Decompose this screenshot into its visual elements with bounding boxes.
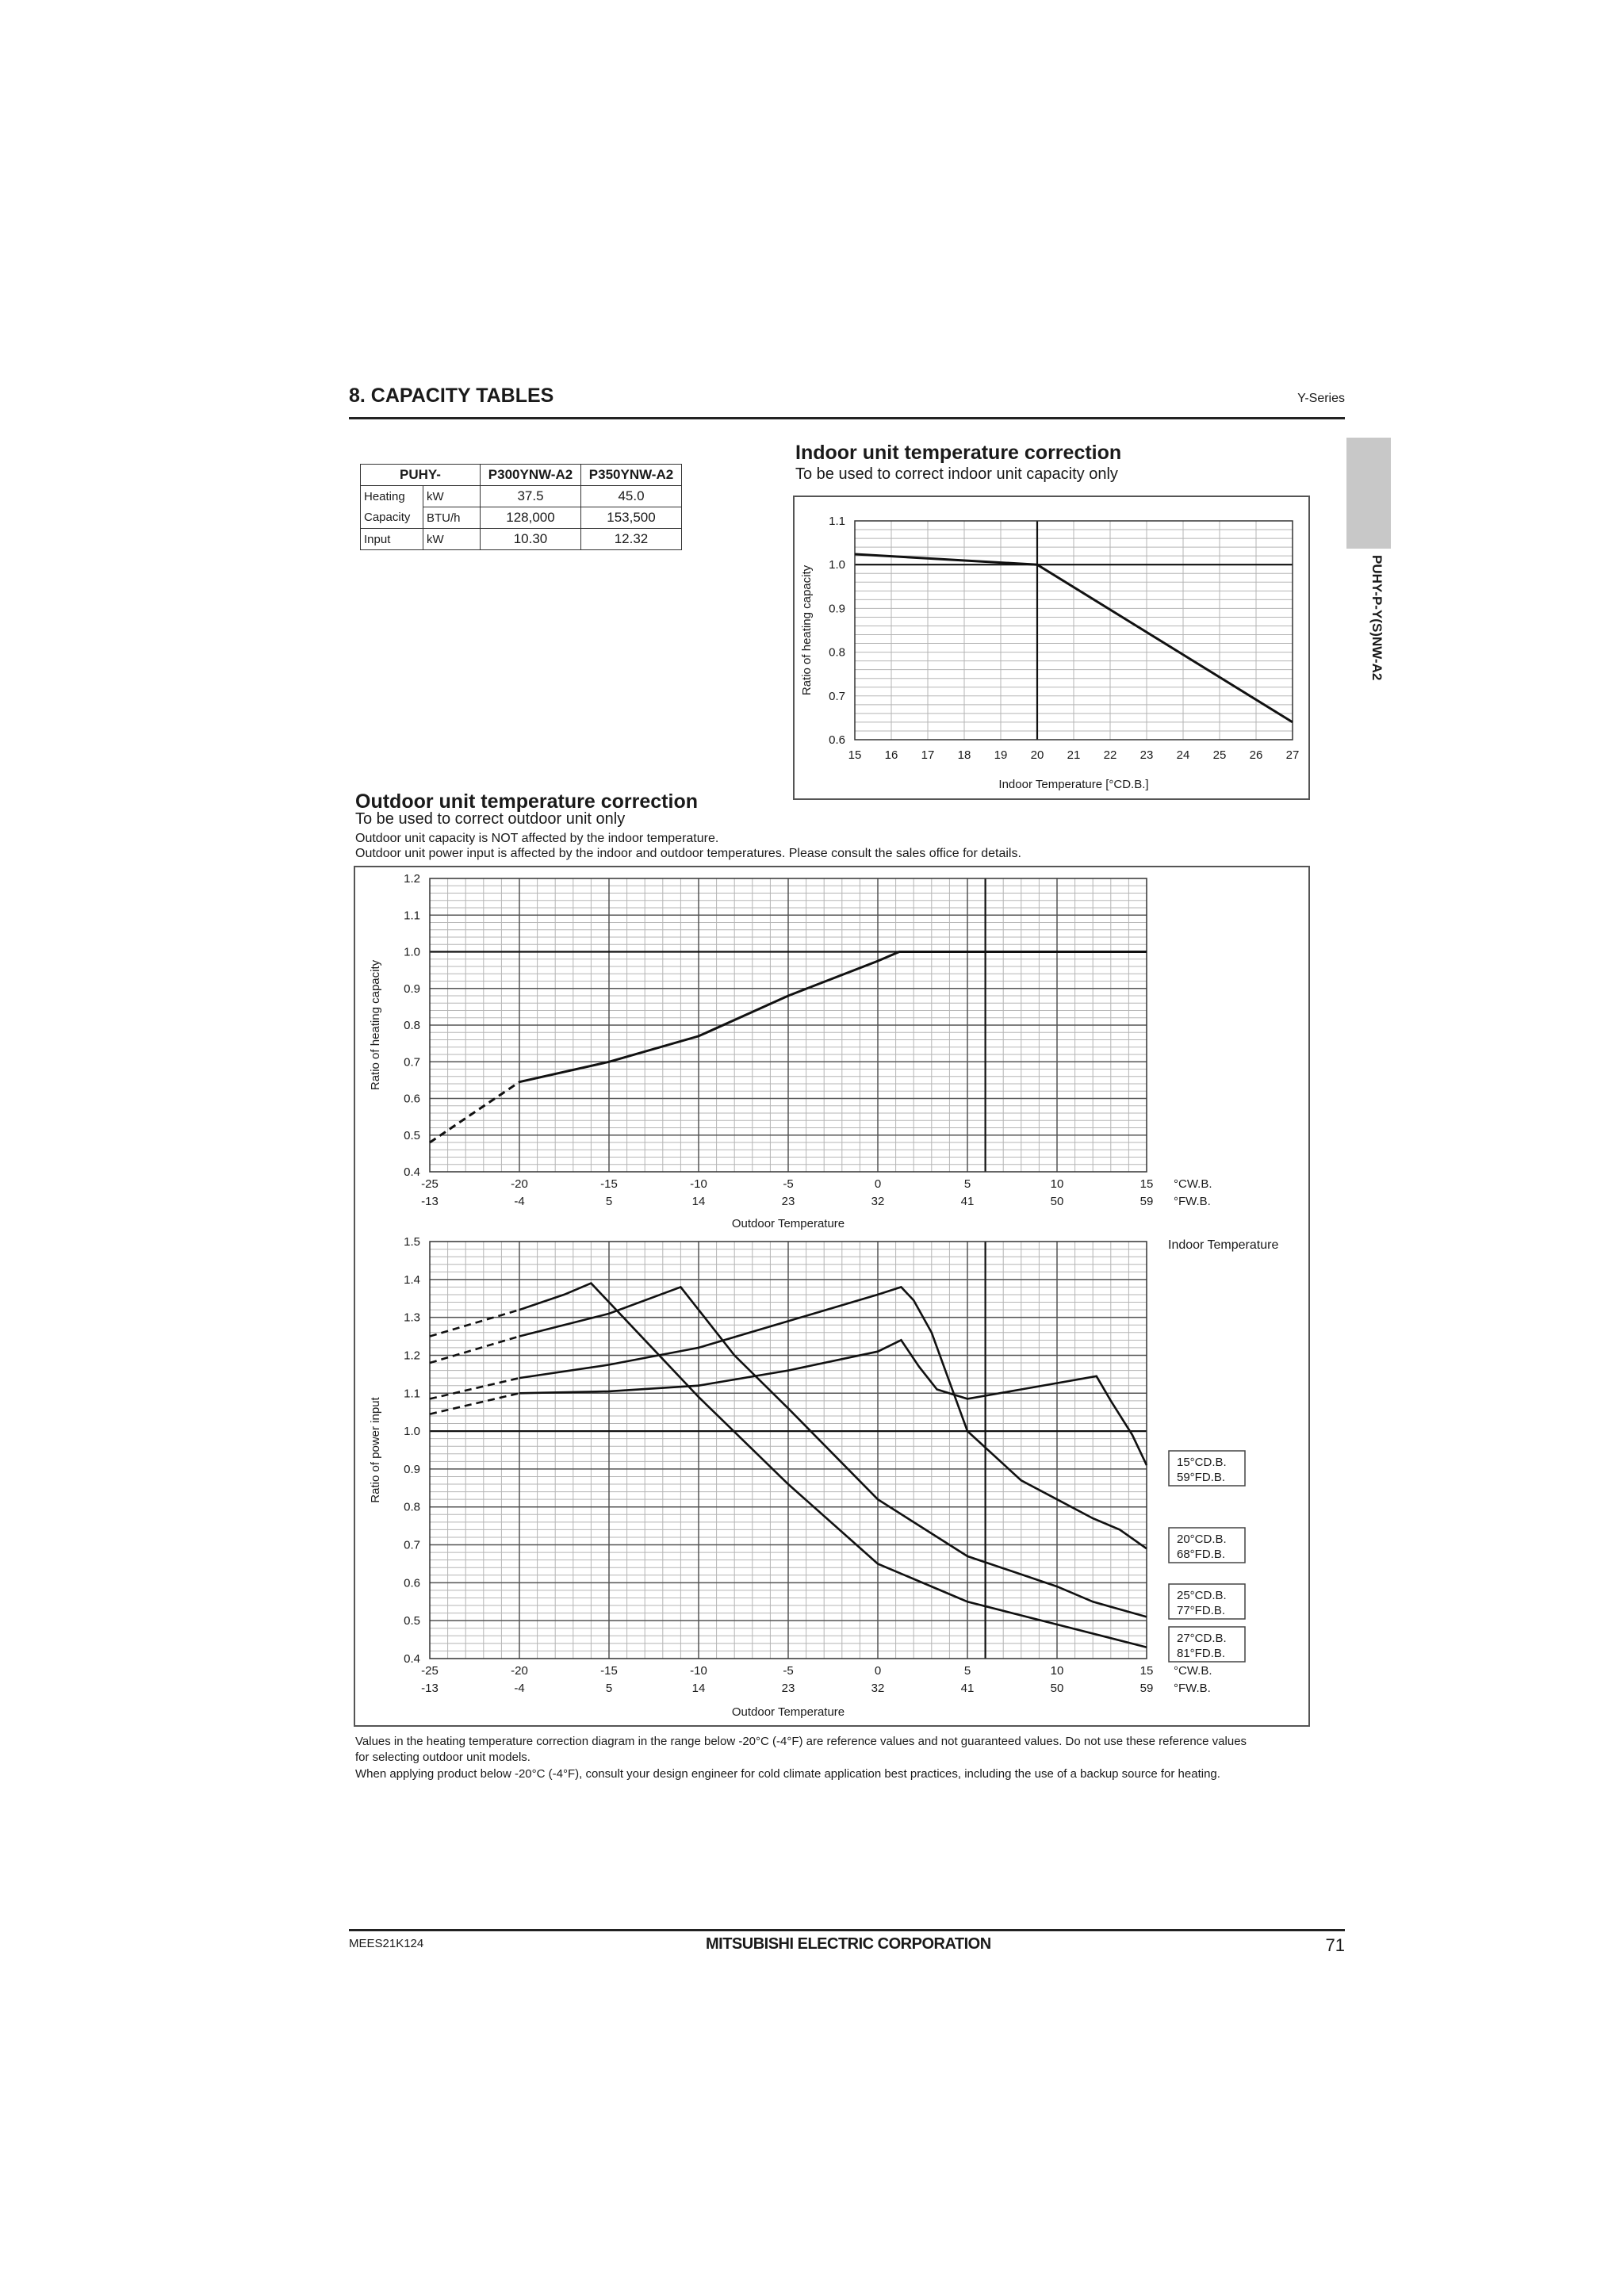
- x-tick-label: 0: [874, 1177, 882, 1191]
- x-tick-label: 26: [1249, 748, 1263, 762]
- x-axis-label: Indoor Temperature [°CD.B.]: [998, 778, 1149, 791]
- x-tick-label: 0: [874, 1664, 882, 1678]
- table-row: [361, 486, 682, 507]
- x-tick-label: 25: [1212, 748, 1227, 762]
- x-tick-label: -25: [421, 1664, 439, 1678]
- outdoor-subtitle: To be used to correct outdoor unit only: [355, 810, 626, 828]
- x-tick-label-f: 14: [691, 1682, 706, 1695]
- x-unit-f: °FW.B.: [1174, 1682, 1211, 1695]
- x-tick-label: 19: [994, 748, 1008, 762]
- footer-rule: [349, 1929, 1345, 1931]
- side-tab: [1346, 438, 1391, 549]
- x-tick-label-f: -4: [514, 1195, 525, 1208]
- cell: 37.5: [481, 486, 581, 507]
- y-tick-label: 0.8: [404, 1019, 420, 1032]
- y-tick-label: 1.0: [404, 945, 420, 959]
- input-line: [519, 1287, 1147, 1548]
- y-tick-label: 1.1: [404, 1387, 420, 1401]
- cell: 10.30: [481, 529, 581, 550]
- y-tick-label: 1.1: [829, 515, 845, 528]
- y-tick-label: 0.5: [404, 1614, 420, 1628]
- y-tick-label: 0.6: [829, 733, 845, 747]
- legend-label-c: 15°CD.B.: [1177, 1456, 1227, 1469]
- x-tick-label-f: 23: [781, 1195, 795, 1208]
- y-tick-label: 1.4: [404, 1272, 420, 1287]
- legend-label-f: 77°FD.B.: [1177, 1604, 1226, 1617]
- x-unit-f: °FW.B.: [1174, 1195, 1211, 1208]
- legend-label-c: 20°CD.B.: [1177, 1533, 1227, 1546]
- x-tick-label: 15: [848, 748, 862, 762]
- cell: 45.0: [581, 486, 682, 507]
- x-tick-label: -5: [783, 1177, 794, 1191]
- outdoor-title: Outdoor unit temperature correction: [355, 790, 698, 813]
- row-unit: BTU/h: [423, 507, 481, 529]
- y-tick-label: 0.4: [404, 1652, 420, 1666]
- x-axis-label: Outdoor Temperature: [731, 1217, 845, 1230]
- section-title: 8. CAPACITY TABLES: [349, 385, 554, 407]
- legend-label-f: 59°FD.B.: [1177, 1471, 1226, 1484]
- outdoor-note-1: Outdoor unit capacity is NOT affected by the indoor temperature.: [355, 832, 719, 845]
- x-tick-label-f: 41: [960, 1195, 975, 1208]
- indoor-subtitle: To be used to correct indoor unit capacity only: [795, 465, 1118, 483]
- y-tick-label: 1.3: [404, 1311, 420, 1325]
- x-tick-label-f: 59: [1139, 1682, 1154, 1695]
- x-tick-label: -25: [421, 1177, 439, 1191]
- x-unit-c: °CW.B.: [1174, 1177, 1212, 1191]
- x-tick-label: 15: [1139, 1664, 1154, 1678]
- column-header: P300YNW-A2: [481, 465, 581, 486]
- x-tick-label: 5: [963, 1177, 971, 1191]
- row-unit: kW: [423, 529, 481, 550]
- y-tick-label: 0.7: [829, 689, 845, 703]
- row-unit: kW: [423, 486, 481, 507]
- x-tick-label-f: 5: [605, 1682, 613, 1695]
- cell: 128,000: [481, 507, 581, 529]
- y-tick-label: 1.5: [404, 1235, 420, 1249]
- x-tick-label: 21: [1067, 748, 1081, 762]
- y-tick-label: 0.9: [404, 982, 420, 996]
- x-tick-label: 27: [1285, 748, 1300, 762]
- x-tick-label: 23: [1139, 748, 1154, 762]
- y-tick-label: 1.0: [829, 558, 845, 572]
- indoor-chart: [793, 496, 1310, 800]
- y-tick-label: 0.6: [404, 1576, 420, 1590]
- y-tick-label: 0.9: [404, 1462, 420, 1476]
- legend-label-f: 81°FD.B.: [1177, 1647, 1226, 1660]
- legend-label-c: 25°CD.B.: [1177, 1589, 1227, 1602]
- cell: 12.32: [581, 529, 682, 550]
- y-tick-label: 0.8: [829, 645, 845, 660]
- legend-label-f: 68°FD.B.: [1177, 1548, 1226, 1561]
- y-tick-label: 1.2: [404, 872, 420, 886]
- x-unit-c: °CW.B.: [1174, 1664, 1212, 1678]
- y-tick-label: 1.0: [404, 1425, 420, 1439]
- footnote-3: When applying product below -20°C (-4°F), consult your design engineer for cold climate application best practices, including the use of a backup source for heating.: [355, 1767, 1220, 1781]
- indoor-title: Indoor unit temperature correction: [795, 442, 1122, 464]
- x-tick-label-f: -13: [421, 1195, 439, 1208]
- y-axis-label: Ratio of power input: [369, 1397, 382, 1503]
- outdoor-input-chart: [354, 1223, 1310, 1725]
- x-tick-label: -20: [511, 1177, 528, 1191]
- footnote-1: Values in the heating temperature correction diagram in the range below -20°C (-4°F) are reference values and not guaranteed values. Do not use these reference values: [355, 1735, 1247, 1748]
- input-line: [519, 1284, 1147, 1647]
- x-tick-label-f: 5: [605, 1195, 613, 1208]
- doc-code: MEES21K124: [349, 1937, 424, 1950]
- row-label: Heating: [361, 486, 423, 507]
- x-tick-label: 22: [1103, 748, 1117, 762]
- x-tick-label: -5: [783, 1664, 794, 1678]
- y-tick-label: 0.8: [404, 1500, 420, 1514]
- outdoor-capacity-chart: [354, 866, 1310, 1230]
- spec-table: [360, 464, 682, 550]
- x-tick-label: 10: [1050, 1177, 1064, 1191]
- y-tick-label: 1.1: [404, 909, 420, 923]
- capacity-line: [519, 952, 1147, 1082]
- x-tick-label-f: -13: [421, 1682, 439, 1695]
- x-tick-label: 20: [1030, 748, 1044, 762]
- y-tick-label: 0.5: [404, 1128, 420, 1142]
- x-tick-label-f: 32: [871, 1195, 885, 1208]
- y-tick-label: 0.6: [404, 1092, 420, 1106]
- x-tick-label-f: 41: [960, 1682, 975, 1695]
- row-label: Capacity: [361, 507, 423, 529]
- model-prefix: PUHY-: [361, 465, 481, 486]
- company-name: MITSUBISHI ELECTRIC CORPORATION: [706, 1935, 991, 1953]
- x-tick-label-f: 23: [781, 1682, 795, 1695]
- side-label: PUHY-P-Y(S)NW-A2: [1369, 555, 1385, 681]
- x-tick-label-f: -4: [514, 1682, 525, 1695]
- y-tick-label: 0.7: [404, 1055, 420, 1070]
- y-axis-label: Ratio of heating capacity: [800, 564, 814, 696]
- footnote-2: for selecting outdoor unit models.: [355, 1751, 530, 1764]
- x-tick-label: 16: [884, 748, 898, 762]
- x-tick-label: -10: [690, 1664, 707, 1678]
- x-tick-label: -15: [600, 1177, 618, 1191]
- page-number: 71: [1325, 1935, 1345, 1955]
- x-tick-label: 10: [1050, 1664, 1064, 1678]
- y-tick-label: 0.7: [404, 1538, 420, 1552]
- x-tick-label: 15: [1139, 1177, 1154, 1191]
- x-tick-label-f: 50: [1050, 1195, 1064, 1208]
- x-tick-label-f: 32: [871, 1682, 885, 1695]
- table-row: [361, 529, 682, 550]
- row-label: Input: [361, 529, 423, 550]
- x-tick-label: 5: [963, 1664, 971, 1678]
- y-axis-label: Ratio of heating capacity: [369, 959, 382, 1091]
- x-tick-label: -15: [600, 1664, 618, 1678]
- x-tick-label-f: 50: [1050, 1682, 1064, 1695]
- x-tick-label-f: 59: [1139, 1195, 1154, 1208]
- series-label: Y-Series: [1297, 392, 1345, 405]
- x-axis-label: Outdoor Temperature: [731, 1705, 845, 1719]
- column-header: P350YNW-A2: [581, 465, 682, 486]
- x-tick-label: -10: [690, 1177, 707, 1191]
- y-tick-label: 1.2: [404, 1349, 420, 1363]
- y-tick-label: 0.4: [404, 1165, 420, 1179]
- table-row: [361, 507, 682, 529]
- header-rule: [349, 417, 1345, 419]
- outdoor-note-2: Outdoor unit power input is affected by the indoor and outdoor temperatures. Please consult the sales office for details.: [355, 847, 1021, 860]
- x-tick-label: 24: [1176, 748, 1190, 762]
- legend-label-c: 27°CD.B.: [1177, 1632, 1227, 1645]
- x-tick-label-f: 14: [691, 1195, 706, 1208]
- legend-title: Indoor Temperature: [1168, 1238, 1279, 1252]
- x-tick-label: 17: [921, 748, 935, 762]
- x-tick-label: -20: [511, 1664, 528, 1678]
- x-tick-label: 18: [957, 748, 971, 762]
- y-tick-label: 0.9: [829, 602, 845, 616]
- cell: 153,500: [581, 507, 682, 529]
